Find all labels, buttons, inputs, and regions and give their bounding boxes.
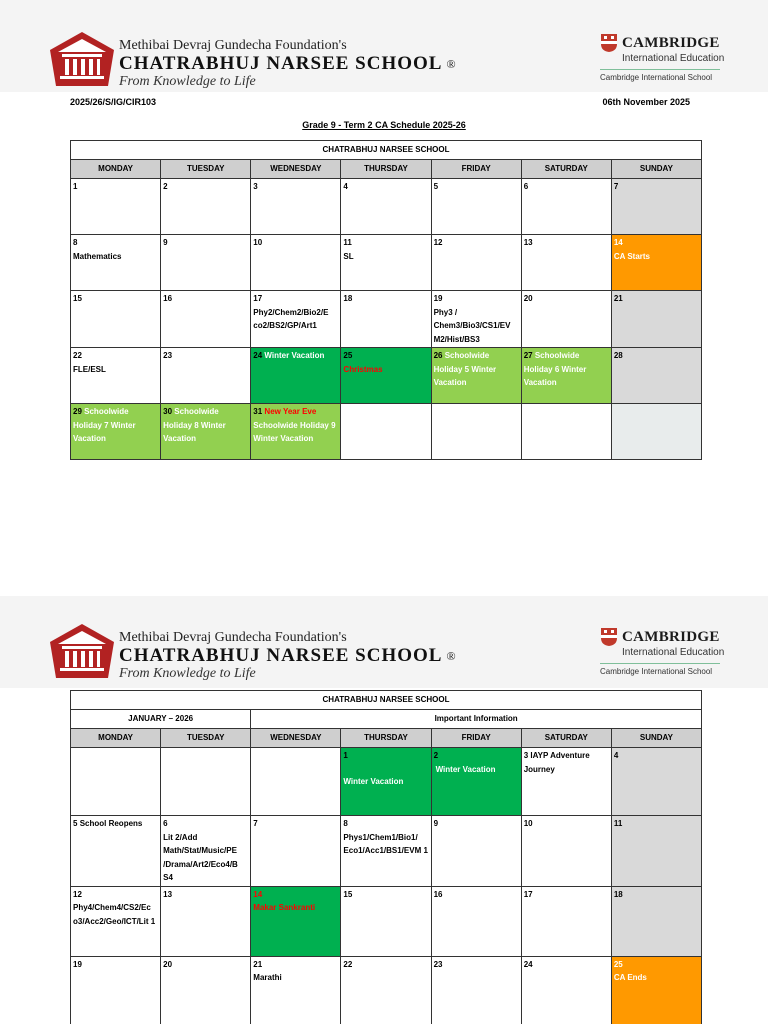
day-number: 13 <box>163 889 173 899</box>
event-label: School Reopens <box>79 819 143 828</box>
important-info-label: Important Information <box>251 710 702 729</box>
school-tagline: From Knowledge to Life <box>119 666 256 681</box>
day-cell <box>521 291 611 348</box>
day-number: 20 <box>523 294 533 303</box>
day-number: 14 <box>613 238 623 247</box>
calendar-week-row <box>71 179 702 235</box>
ca-end-label: CA Ends <box>613 973 647 982</box>
exam-subject: FLE/ESL <box>73 364 106 374</box>
day-number: 16 <box>163 294 173 303</box>
day-cell <box>341 179 431 235</box>
weekday-header-row <box>71 729 702 748</box>
day-cell <box>161 956 251 1024</box>
day-cell <box>521 235 611 291</box>
day-cell <box>251 235 341 291</box>
day-number: 1 <box>73 182 78 191</box>
weekday-header: MONDAY <box>71 160 161 179</box>
vacation-cell <box>521 348 611 404</box>
exam-subject: Phy3 / Chem3/Bio3/CS1/EV M2/Hist/BS3 <box>433 307 511 344</box>
calendar-week-row <box>71 348 702 404</box>
day-cell <box>431 816 521 887</box>
day-number: 10 <box>253 238 263 247</box>
day-number: 18 <box>613 889 623 899</box>
school-name-text: CHATRABHUJ NARSEE SCHOOL <box>119 53 443 74</box>
calendar-week-row <box>71 956 702 1024</box>
day-cell <box>71 348 161 404</box>
empty-cell <box>71 748 161 816</box>
foundation-name: Methibai Devraj Gundecha Foundation's <box>119 630 347 645</box>
day-number: 23 <box>163 351 173 360</box>
day-number: 26 <box>433 351 443 360</box>
vacation-label: Schoolwide Holiday 9 Winter Vacation <box>253 420 336 443</box>
cambridge-row <box>600 33 730 53</box>
day-cell <box>521 816 611 887</box>
day-number: 25 <box>613 959 623 969</box>
registered-mark: ® <box>446 57 457 71</box>
day-number: 19 <box>73 959 82 969</box>
exam-subject: Lit 2/Add Math/Stat/Music/PE /Drama/Art2/Eco4/B S4 <box>163 832 238 882</box>
day-number: 23 <box>433 959 443 969</box>
school-heading <box>119 38 457 90</box>
school-name <box>119 646 457 666</box>
calendar-caption-row <box>71 141 702 160</box>
day-cell <box>161 886 251 956</box>
exam-subject: Phy4/Chem4/CS2/Ec o3/Acc2/Geo/ICT/Lit 1 <box>73 903 156 926</box>
day-number: 21 <box>253 959 263 969</box>
day-number: 2 <box>163 182 168 191</box>
weekday-header: SUNDAY <box>611 729 701 748</box>
day-number: 11 <box>343 238 352 247</box>
day-number: 17 <box>253 294 263 303</box>
day-cell <box>251 179 341 235</box>
day-cell <box>431 235 521 291</box>
weekday-header: WEDNESDAY <box>251 160 341 179</box>
empty-cell <box>251 748 341 816</box>
school-name-text: CHATRABHUJ NARSEE SCHOOL <box>119 645 443 666</box>
vacation-label: Winter Vacation <box>435 764 496 774</box>
day-number: 22 <box>73 351 82 360</box>
day-number: 9 <box>433 819 439 828</box>
vacation-cell <box>71 404 161 460</box>
calendar-week-row <box>71 291 702 348</box>
registered-mark: ® <box>446 649 457 663</box>
vacation-cell <box>431 748 521 816</box>
day-cell <box>71 816 161 887</box>
day-number: 28 <box>613 351 623 360</box>
december-calendar <box>70 140 702 460</box>
cambridge-title: CAMBRIDGE <box>622 35 720 51</box>
ca-start-label: CA Starts <box>613 251 650 261</box>
weekday-header: THURSDAY <box>341 729 431 748</box>
day-number: 29 <box>73 407 82 416</box>
school-tagline: From Knowledge to Life <box>119 74 256 89</box>
weekday-header: SATURDAY <box>521 729 611 748</box>
sunday-cell <box>611 348 701 404</box>
calendar-week-row <box>71 235 702 291</box>
month-info-row <box>71 710 702 729</box>
vacation-label: Schoolwide Holiday 6 Winter Vacation <box>523 351 587 387</box>
day-cell <box>521 179 611 235</box>
cambridge-divider <box>600 69 720 70</box>
day-cell <box>341 956 431 1024</box>
day-number: 16 <box>433 889 443 899</box>
day-number: 20 <box>163 959 173 969</box>
day-number: 24 <box>523 959 533 969</box>
month-label: JANUARY – 2026 <box>71 710 251 729</box>
day-cell <box>341 291 431 348</box>
day-cell <box>71 291 161 348</box>
day-number: 30 <box>163 407 173 416</box>
vacation-label: Schoolwide Holiday 7 Winter Vacation <box>73 407 136 443</box>
day-number: 22 <box>343 959 353 969</box>
day-number: 4 <box>613 751 619 760</box>
day-cell <box>251 291 341 348</box>
calendar-caption: CHATRABHUJ NARSEE SCHOOL <box>71 691 702 710</box>
day-cell <box>161 291 251 348</box>
vacation-cell <box>251 348 341 404</box>
weekday-header-row <box>71 160 702 179</box>
day-number: 12 <box>433 238 443 247</box>
day-number: 2 <box>433 751 439 760</box>
day-number: 6 <box>163 819 168 828</box>
day-number: 4 <box>343 182 348 191</box>
cambridge-school-label: Cambridge International School <box>600 667 713 676</box>
vacation-label: Winter Vacation <box>264 351 325 360</box>
day-number: 31 <box>253 407 263 416</box>
day-cell <box>521 956 611 1024</box>
foundation-name: Methibai Devraj Gundecha Foundation's <box>119 38 347 53</box>
vacation-cell <box>341 748 431 816</box>
vacation-cell <box>431 348 521 404</box>
exam-subject: Phys1/Chem1/Bio1/ Eco1/Acc1/BS1/EVM 1 <box>343 832 428 855</box>
holiday-label: Christmas <box>343 364 383 374</box>
circular-date: 06th November 2025 <box>602 97 690 107</box>
day-number: 19 <box>433 294 443 303</box>
weekday-header: FRIDAY <box>431 729 521 748</box>
vacation-label: Schoolwide Holiday 8 Winter Vacation <box>163 407 226 443</box>
exam-subject: SL <box>343 251 354 261</box>
cambridge-logo <box>600 33 730 82</box>
day-number: 15 <box>343 889 353 899</box>
day-number: 7 <box>613 182 619 191</box>
day-number: 5 <box>433 182 439 191</box>
day-cell <box>71 956 161 1024</box>
cambridge-school-label: Cambridge International School <box>600 73 713 82</box>
day-cell <box>71 179 161 235</box>
weekday-header: SATURDAY <box>521 160 611 179</box>
day-cell <box>431 956 521 1024</box>
day-cell <box>521 748 611 816</box>
day-number: 8 <box>343 819 348 828</box>
empty-cell <box>521 404 611 460</box>
calendar-week-row <box>71 404 702 460</box>
day-cell <box>431 886 521 956</box>
calendar-caption: CHATRABHUJ NARSEE SCHOOL <box>71 141 702 160</box>
day-cell <box>251 956 341 1024</box>
weekday-header: FRIDAY <box>431 160 521 179</box>
day-number: 1 <box>343 751 348 760</box>
day-cell <box>431 291 521 348</box>
cambridge-crest-icon <box>600 627 618 647</box>
sunday-cell <box>611 816 701 887</box>
vacation-cell <box>161 404 251 460</box>
day-cell <box>161 179 251 235</box>
vacation-label: Schoolwide Holiday 5 Winter Vacation <box>433 351 497 387</box>
circular-reference: 2025/26/S/IG/CIR103 <box>70 97 157 107</box>
day-cell <box>71 886 161 956</box>
sunday-cell <box>611 179 701 235</box>
school-name <box>119 54 457 74</box>
day-number: 3 <box>253 182 258 191</box>
day-cell <box>161 235 251 291</box>
vacation-cell <box>251 404 341 460</box>
calendar-week-row <box>71 886 702 956</box>
holiday-cell <box>341 348 431 404</box>
day-cell <box>161 348 251 404</box>
weekday-header: TUESDAY <box>161 160 251 179</box>
january-calendar <box>70 690 702 1024</box>
schedule-title: Grade 9 - Term 2 CA Schedule 2025-26 <box>302 120 466 130</box>
sunday-cell <box>611 404 701 460</box>
ca-start-cell <box>611 235 701 291</box>
day-cell <box>521 886 611 956</box>
weekday-header: MONDAY <box>71 729 161 748</box>
weekday-header: TUESDAY <box>161 729 251 748</box>
day-cell <box>341 235 431 291</box>
day-number: 14 <box>253 889 263 899</box>
event-label: IAYP Adventure Journey <box>523 751 590 774</box>
day-number: 24 <box>253 351 263 360</box>
day-number: 7 <box>253 819 258 828</box>
cambridge-divider <box>600 663 720 664</box>
empty-cell <box>341 404 431 460</box>
day-cell <box>71 235 161 291</box>
cambridge-row <box>600 627 730 647</box>
calendar-caption-row <box>71 691 702 710</box>
day-number: 18 <box>343 294 353 303</box>
weekday-header: WEDNESDAY <box>251 729 341 748</box>
day-number: 17 <box>523 889 533 899</box>
day-number: 25 <box>343 351 353 360</box>
day-number: 13 <box>523 238 533 247</box>
cambridge-subtitle: International Education <box>622 53 725 64</box>
empty-cell <box>431 404 521 460</box>
day-cell <box>161 816 251 887</box>
vacation-label: Winter Vacation <box>343 776 404 786</box>
weekday-header: THURSDAY <box>341 160 431 179</box>
exam-subject: Marathi <box>253 973 282 982</box>
day-number: 9 <box>163 238 168 247</box>
calendar-week-row <box>71 816 702 887</box>
day-number: 10 <box>523 819 533 828</box>
day-number: 6 <box>523 182 529 191</box>
cambridge-title: CAMBRIDGE <box>622 629 720 645</box>
day-number: 27 <box>523 351 533 360</box>
holiday-label: Makar Sankranti <box>253 903 316 912</box>
school-logo-icon <box>48 622 116 680</box>
day-cell <box>341 886 431 956</box>
cambridge-subtitle: International Education <box>622 647 725 658</box>
sunday-cell <box>611 748 701 816</box>
cambridge-crest-icon <box>600 33 618 53</box>
empty-cell <box>161 748 251 816</box>
sunday-cell <box>611 886 701 956</box>
cambridge-logo <box>600 627 730 676</box>
day-cell <box>431 179 521 235</box>
holiday-label: New Year Eve <box>264 407 317 416</box>
sunday-cell <box>611 291 701 348</box>
day-number: 3 <box>523 751 529 760</box>
day-number: 5 <box>73 819 78 828</box>
day-number: 11 <box>613 819 623 828</box>
day-number: 21 <box>613 294 623 303</box>
ca-end-cell <box>611 956 701 1024</box>
weekday-header: SUNDAY <box>611 160 701 179</box>
calendar-week-row <box>71 748 702 816</box>
day-number: 12 <box>73 889 82 899</box>
school-heading <box>119 630 457 682</box>
exam-subject: Mathematics <box>73 251 122 261</box>
day-cell <box>251 816 341 887</box>
exam-subject: Phy2/Chem2/Bio2/E co2/BS2/GP/Art1 <box>253 307 329 330</box>
day-number: 15 <box>73 294 82 303</box>
school-logo-icon <box>48 30 116 88</box>
day-number: 8 <box>73 238 78 247</box>
day-cell <box>341 816 431 887</box>
holiday-cell <box>251 886 341 956</box>
